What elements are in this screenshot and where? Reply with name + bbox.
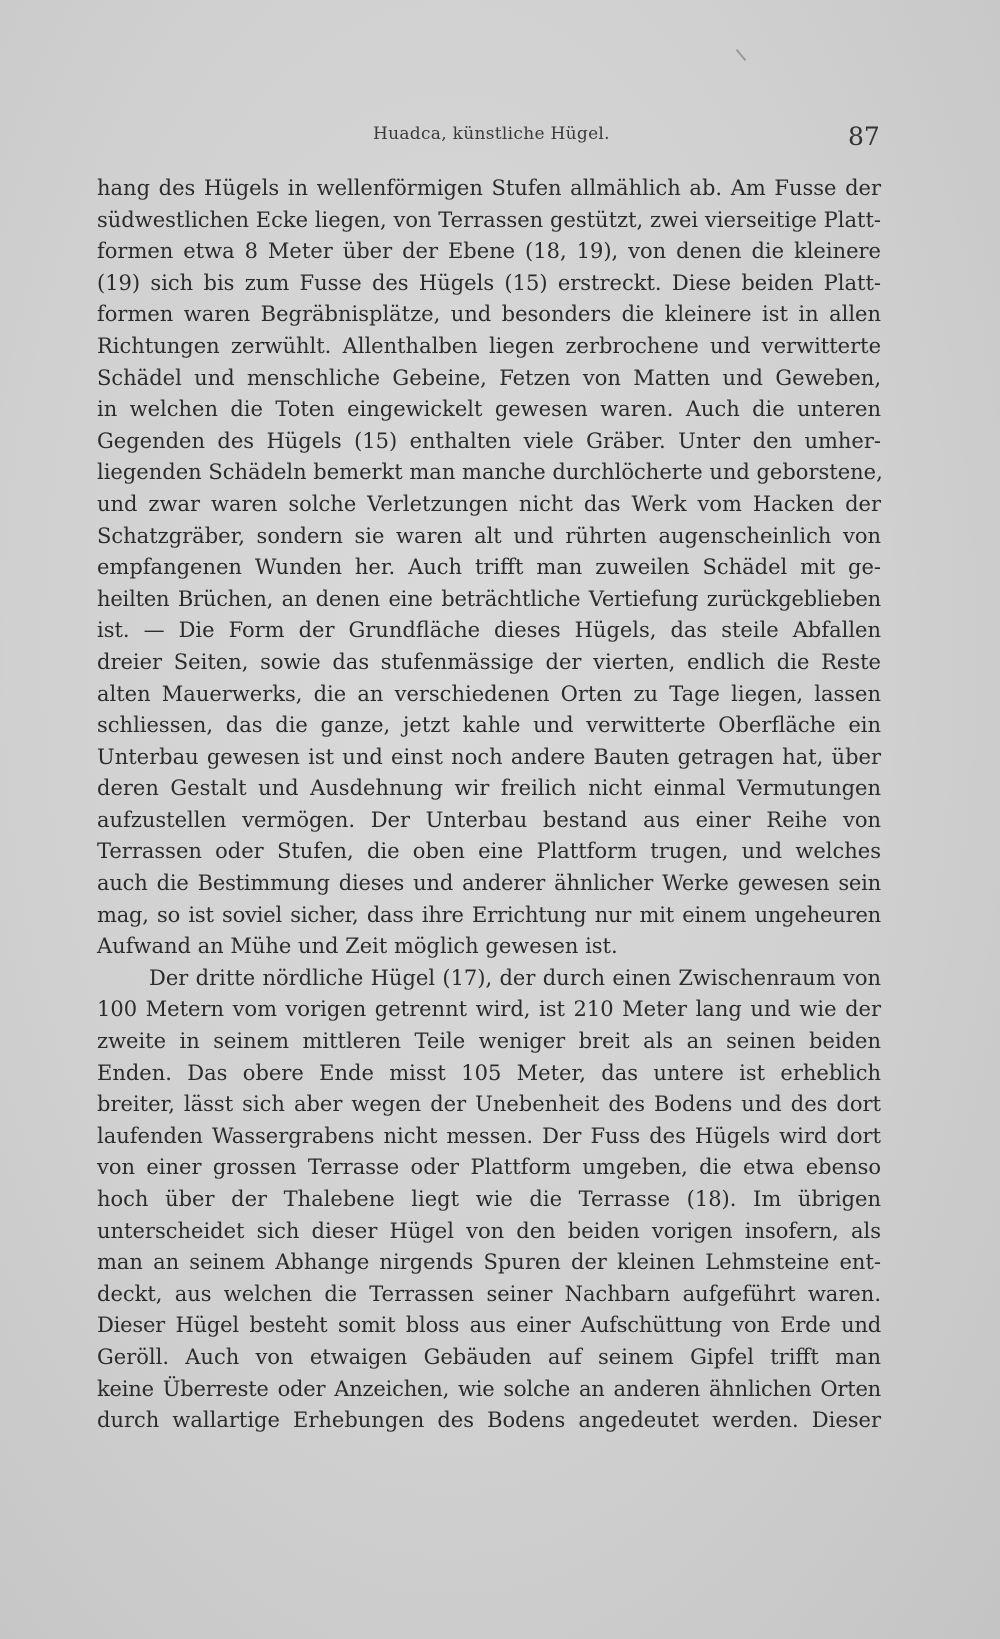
text-line: formen waren Begräbnisplätze, und besonders die kleinere ist in allen bbox=[97, 302, 881, 327]
text-line: Richtungen zerwühlt. Allenthalben liegen zerbrochene und verwitterte bbox=[97, 333, 881, 358]
text-line: alten Mauerwerks, die an verschiedenen Orten zu Tage liegen, lassen bbox=[97, 681, 881, 706]
text-line: schliessen, das die ganze, jetzt kahle und verwitterte Oberfläche ein bbox=[97, 713, 881, 738]
text-line: hang des Hügels in wellenförmigen Stufen allmählich ab. Am Fusse der bbox=[97, 176, 881, 200]
text-line: liegenden Schädeln bemerkt man manche durchlöcherte und geborstene, bbox=[97, 460, 883, 485]
running-header bbox=[0, 122, 1000, 152]
paragraph-end-line: Aufwand an Mühe und Zeit möglich gewesen ist. bbox=[97, 934, 618, 959]
text-line: Schädel und menschliche Gebeine, Fetzen von Matten und Geweben, bbox=[97, 365, 881, 390]
text-line: südwestlichen Ecke liegen, von Terrassen gestützt, zwei vierseitige Platt- bbox=[97, 207, 881, 232]
text-line: (19) sich bis zum Fusse des Hügels (15) erstreckt. Diese beiden Platt- bbox=[97, 270, 881, 295]
text-line: Unterbau gewesen ist und einst noch andere Bauten getragen hat, über bbox=[97, 744, 881, 769]
text-line: empfangenen Wunden her. Auch trifft man zuweilen Schädel mit ge- bbox=[97, 555, 881, 580]
text-line: und zwar waren solche Verletzungen nicht das Werk vom Hacken der bbox=[97, 491, 881, 516]
text-line: ist. — Die Form der Grundfläche dieses Hügels, das steile Abfallen bbox=[97, 618, 881, 643]
text-line: deren Gestalt und Ausdehnung wir freilich nicht einmal Vermutungen bbox=[97, 776, 881, 801]
text-line: dreier Seiten, sowie das stufenmässige der vierten, endlich die Reste bbox=[97, 649, 881, 674]
text-line: Dieser Hügel besteht somit bloss aus einer Aufschüttung von Erde und bbox=[97, 1313, 881, 1338]
page-number: 87 bbox=[848, 122, 880, 151]
text-line: Schatzgräber, sondern sie waren alt und rührten augenscheinlich von bbox=[97, 523, 881, 548]
text-line: Gegenden des Hügels (15) enthalten viele Gräber. Unter den umher- bbox=[97, 428, 881, 453]
text-line: von einer grossen Terrasse oder Plattform umgeben, die etwa ebenso bbox=[97, 1155, 881, 1180]
text-line: formen etwa 8 Meter über der Ebene (18, 19), von denen die kleinere bbox=[97, 239, 881, 264]
text-line: durch wallartige Erhebungen des Bodens angedeutet werden. Dieser bbox=[97, 1408, 881, 1433]
text-line: Terrassen oder Stufen, die oben eine Plattform trugen, und welches bbox=[97, 839, 881, 864]
text-line: Geröll. Auch von etwaigen Gebäuden auf seinem Gipfel trifft man bbox=[97, 1344, 881, 1369]
text-line: heilten Brüchen, an denen eine beträchtliche Vertiefung zurückgeblieben bbox=[97, 586, 881, 611]
paragraph-start-line: Der dritte nördliche Hügel (17), der durch einen Zwischenraum von bbox=[149, 965, 881, 990]
text-line: Enden. Das obere Ende misst 105 Meter, das untere ist erheblich bbox=[97, 1060, 881, 1085]
text-line: 100 Metern vom vorigen getrennt wird, ist 210 Meter lang und wie der bbox=[97, 997, 881, 1022]
text-line: auch die Bestimmung dieses und anderer ähnlicher Werke gewesen sein bbox=[97, 871, 881, 896]
running-title: Huadca, künstliche Hügel. bbox=[373, 124, 610, 144]
paper-mark bbox=[736, 49, 747, 61]
text-line: laufenden Wassergrabens nicht messen. Der Fuss des Hügels wird dort bbox=[97, 1123, 881, 1148]
text-line: hoch über der Thalebene liegt wie die Terrasse (18). Im übrigen bbox=[97, 1187, 881, 1211]
text-line: deckt, aus welchen die Terrassen seiner Nachbarn aufgeführt waren. bbox=[97, 1281, 881, 1306]
text-line: mag, so ist soviel sicher, dass ihre Errichtung nur mit einem ungeheuren bbox=[97, 902, 881, 927]
text-line: unterscheidet sich dieser Hügel von den beiden vorigen insofern, als bbox=[97, 1218, 881, 1243]
text-line: breiter, lässt sich aber wegen der Unebenheit des Bodens und des dort bbox=[97, 1092, 881, 1117]
text-line: man an seinem Abhange nirgends Spuren der kleinen Lehmsteine ent- bbox=[97, 1250, 881, 1275]
body-text bbox=[97, 173, 881, 1437]
text-line: aufzustellen vermögen. Der Unterbau bestand aus einer Reihe von bbox=[97, 807, 881, 832]
text-line: in welchen die Toten eingewickelt gewesen waren. Auch die unteren bbox=[97, 397, 881, 422]
text-line: keine Überreste oder Anzeichen, wie solche an anderen ähnlichen Orten bbox=[97, 1376, 881, 1401]
text-line: zweite in seinem mittleren Teile weniger breit als an seinen beiden bbox=[97, 1029, 881, 1054]
